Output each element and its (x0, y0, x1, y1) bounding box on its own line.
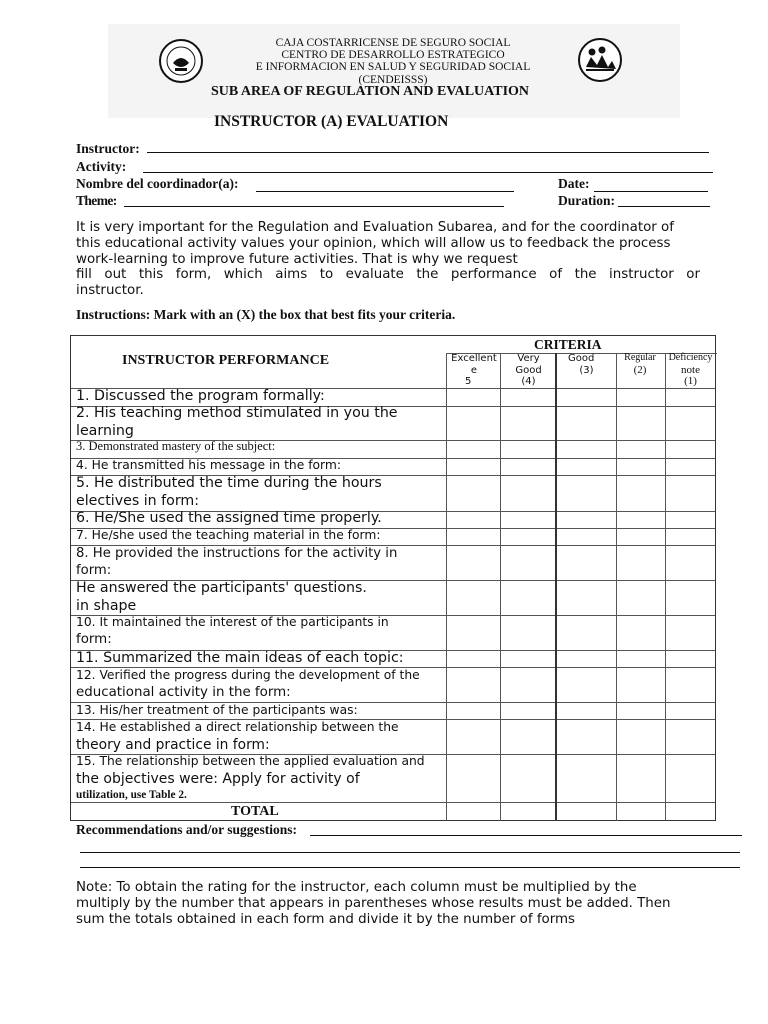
recommendations-line-2[interactable] (80, 852, 740, 853)
item-13 (76, 702, 358, 719)
col-excellent (447, 353, 501, 388)
duration-field[interactable] (618, 206, 710, 207)
item-2 (76, 405, 398, 440)
item-11-line-1: 11. Summarized the main ideas of each topic: (76, 650, 404, 666)
intro-line-4: fill out this form, which aims to evaluate the performance of the instructor or (76, 267, 700, 283)
col-regular-line-1: Regular (624, 352, 656, 363)
item-10-line-2: form: (76, 632, 112, 647)
col-good-line-1: Good (568, 353, 595, 364)
org-line-3: E INFORMACION EN SALUD Y SEGURIDAD SOCIAL (255, 61, 531, 74)
item-9 (76, 580, 367, 615)
item-13-line-1: 13. His/her treatment of the participants was: (76, 703, 358, 717)
item-4 (76, 457, 341, 474)
item-15-line-3: utilization, use Table 2. (76, 789, 187, 801)
col-line (500, 353, 501, 821)
item-12-line-1: 12. Verified the progress during the development of the (76, 668, 420, 682)
note-paragraph (76, 880, 706, 928)
total-label: TOTAL (231, 804, 279, 819)
item-1 (76, 388, 325, 406)
date-field[interactable] (594, 191, 708, 192)
col-line (616, 353, 617, 821)
col-very-good-line-1: Very (517, 353, 540, 364)
item-10 (76, 614, 389, 648)
col-good-line-2: (3) (579, 364, 594, 376)
item-6 (76, 510, 382, 528)
criteria-title: CRITERIA (534, 337, 602, 352)
item-7 (76, 527, 381, 544)
col-excellent-line-3: 5 (465, 376, 472, 387)
col-deficiency-line-1: Deficiency (668, 352, 713, 363)
note-line-1: Note: To obtain the rating for the instructor, each column must be multiplied by the (76, 880, 637, 895)
col-very-good (501, 353, 556, 388)
subarea-title: SUB AREA OF REGULATION AND EVALUATION (210, 84, 530, 99)
form-title: INSTRUCTOR (A) EVALUATION (214, 113, 449, 130)
org-line-2: CENTRO DE DESARROLLO ESTRATEGICO (281, 49, 505, 62)
instructor-field[interactable] (147, 152, 709, 153)
item-10-line-1: 10. It maintained the interest of the participants in (76, 615, 389, 629)
col-regular-line-2: (2) (633, 363, 647, 376)
org-line-4: (CENDEISSS) (358, 73, 428, 86)
item-14-line-2: theory and practice in form: (76, 737, 270, 753)
item-15 (76, 753, 425, 802)
item-5 (76, 475, 382, 510)
intro-line-3: work-learning to improve future activities. That is why we request (76, 251, 518, 267)
col-very-good-line-3: (4) (521, 376, 536, 387)
col-line (665, 353, 666, 821)
organization-name (240, 37, 546, 86)
recommendations-line-1[interactable] (310, 835, 742, 836)
col-excellent-line-1: Excellent (451, 353, 497, 364)
cendeisss-logo (576, 37, 624, 83)
item-2-line-2: learning (76, 422, 134, 439)
item-14-line-1: 14. He established a direct relationship between the (76, 720, 399, 734)
intro-line-5: instructor. (76, 283, 144, 299)
item-11 (76, 650, 404, 668)
instructions-text: Instructions: Mark with an (X) the box that best fits your criteria. (76, 307, 456, 322)
activity-label: Activity: (76, 159, 127, 174)
col-good (557, 353, 616, 376)
col-deficiency-line-3: (1) (684, 375, 697, 387)
intro-paragraph (76, 220, 700, 299)
theme-label: Theme: (76, 193, 117, 208)
note-line-2: multiply by the number that appears in parentheses whose results must be added. Then (76, 896, 671, 911)
item-7-line-1: 7. He/she used the teaching material in the form: (76, 528, 381, 542)
coordinator-field[interactable] (256, 191, 514, 192)
item-5-line-2: electives in form: (76, 492, 200, 509)
row-line (71, 802, 715, 803)
duration-label: Duration: (558, 193, 615, 208)
item-8 (76, 545, 397, 579)
col-regular (616, 352, 664, 376)
seguro-social-logo (158, 38, 204, 84)
col-very-good-line-2: Good (515, 364, 542, 376)
item-9-line-1: He answered the participants' questions. (76, 580, 367, 596)
intro-line-1: It is very important for the Regulation and Evaluation Subarea, and for the coordinator of (76, 220, 674, 235)
org-line-1: CAJA COSTARRICENSE DE SEGURO SOCIAL (275, 37, 511, 49)
date-label: Date: (558, 176, 590, 191)
item-5-line-1: 5. He distributed the time during the hours (76, 475, 382, 491)
item-14 (76, 719, 399, 755)
col-deficiency (665, 352, 716, 388)
item-8-line-2: form: (76, 563, 112, 578)
col-excellent-line-2: e (470, 364, 478, 376)
item-6-line-1: 6. He/She used the assigned time properly. (76, 510, 382, 526)
item-8-line-1: 8. He provided the instructions for the activity in (76, 546, 398, 561)
col-deficiency-line-2: note (681, 363, 700, 376)
instructor-label: Instructor: (76, 141, 140, 156)
item-3-line-1: 3. Demonstrated mastery of the subject: (76, 439, 276, 453)
performance-title: INSTRUCTOR PERFORMANCE (122, 353, 330, 368)
item-2-line-1: 2. His teaching method stimulated in you the (76, 405, 398, 421)
item-15-line-2: the objectives were: Apply for activity of (76, 771, 360, 787)
item-12 (76, 667, 420, 701)
item-12-line-2: educational activity in the form: (76, 685, 291, 700)
col-line (555, 353, 557, 821)
item-3 (76, 439, 275, 454)
theme-field[interactable] (124, 206, 504, 207)
item-4-line-1: 4. He transmitted his message in the form: (76, 458, 342, 472)
item-15-line-1: 15. The relationship between the applied evaluation and (76, 754, 425, 768)
recommendations-line-3[interactable] (80, 867, 740, 868)
recommendations-label: Recommendations and/or suggestions: (76, 822, 298, 837)
activity-field[interactable] (143, 172, 713, 173)
coordinator-label: Nombre del coordinador(a): (76, 176, 239, 191)
item-9-line-2: in shape (76, 597, 137, 614)
col-line (446, 353, 447, 821)
intro-line-2: this educational activity values your opinion, which will allow us to feedback the process (76, 235, 671, 251)
item-1-line-1: 1. Discussed the program formally: (76, 388, 325, 404)
note-line-3: sum the totals obtained in each form and divide it by the number of forms (76, 912, 576, 927)
